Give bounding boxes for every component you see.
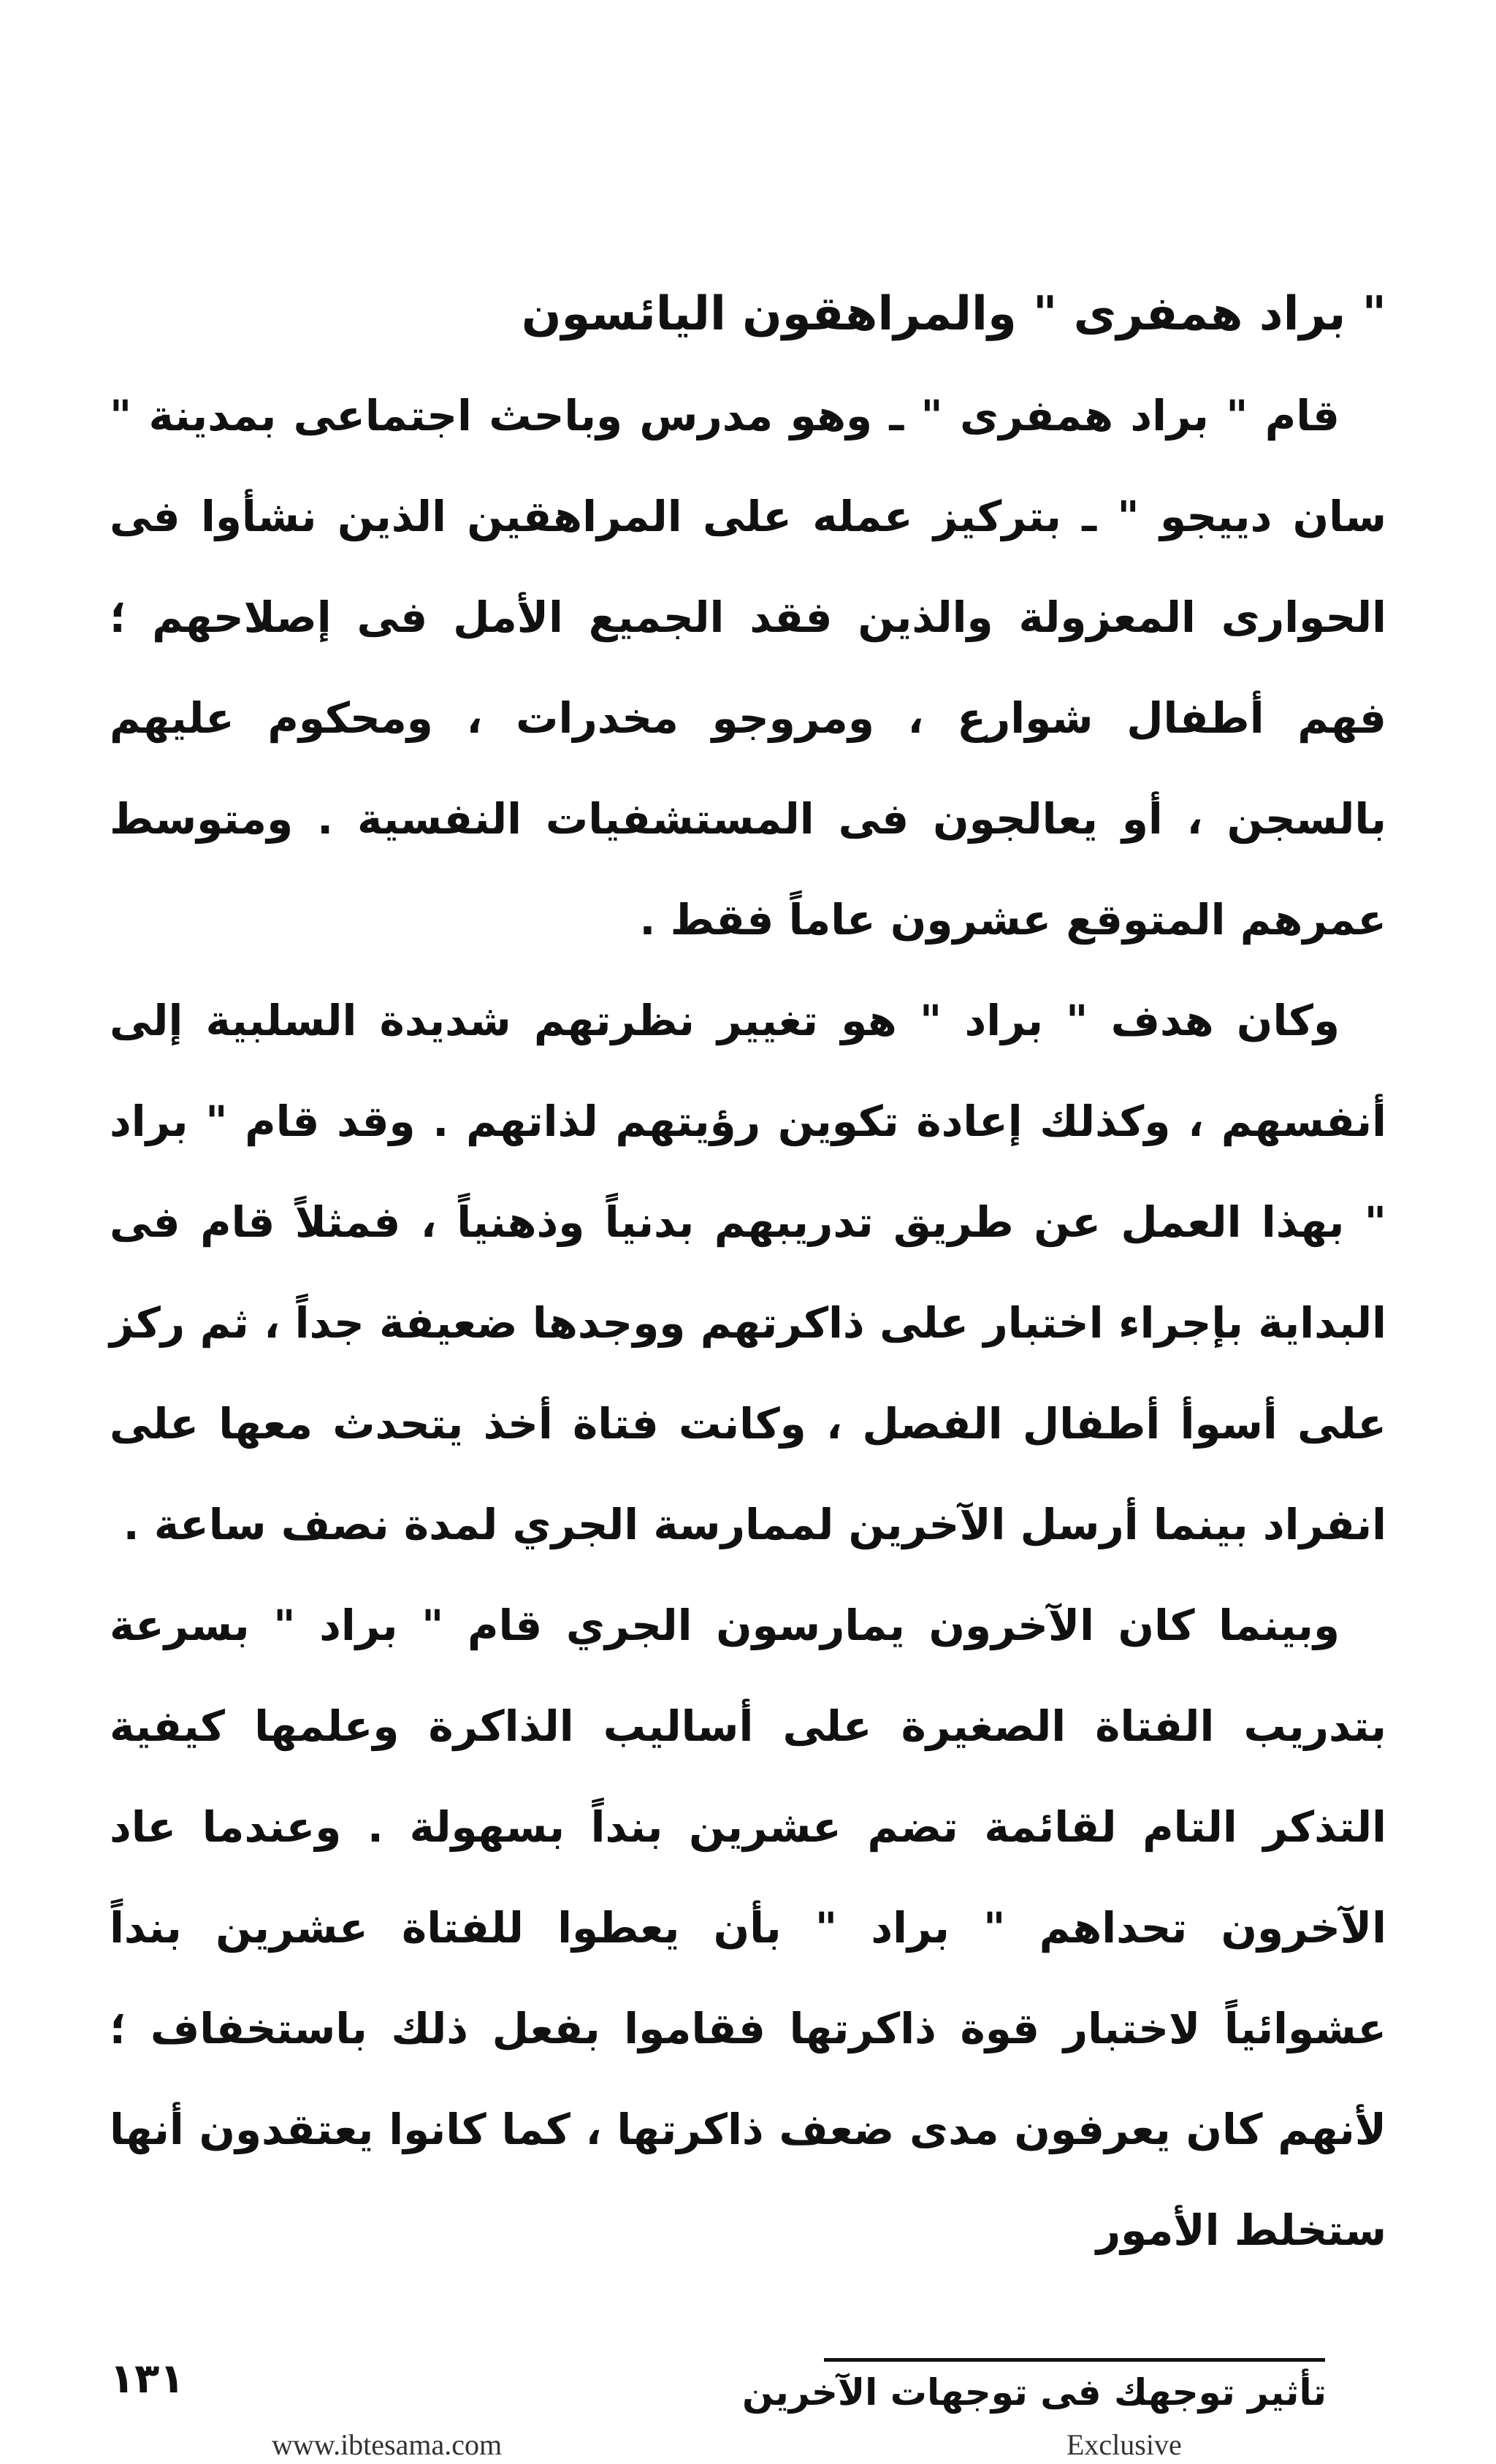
body-text <box>110 263 1386 2281</box>
paragraph-1: قام " براد همفرى " ـ وهو مدرس وباحث اجتماعى بمدينة " سان دييجو " ـ بتركيز عمله على المراهقين الذين نشأوا فى الحوارى المعزولة والذين فقد الجميع الأمل فى إصلاحهم ؛ فهم أطفال شوارع ، ومروجو مخدرات ، ومحكوم عليهم بالسجن ، أو يعالجون فى المستشفيات النفسية . ومتوسط عمرهم المتوقع عشرون عاماً فقط . <box>110 391 1386 945</box>
paragraph-2: وكان هدف " براد " هو تغيير نظرتهم شديدة السلبية إلى أنفسهم ، وكذلك إعادة تكوين رؤيتهم لذاتهم . وقد قام " براد " بهذا العمل عن طريق تدريبهم بدنياً وذهنياً ، فمثلاً قام فى البداية بإجراء اختبار على ذاكرتهم ووجدها ضعيفة جداً ، ثم ركز على أسوأ أطفال الفصل ، وكانت فتاة أخذ يتحدث معها على انفراد بينما أرسل الآخرين لممارسة الجري لمدة نصف ساعة . <box>110 996 1386 1549</box>
running-footer-title: تأثير توجهك فى توجهات الآخرين <box>742 2371 1327 2414</box>
section-heading: " براد همفرى " والمراهقون اليائسون <box>521 287 1386 341</box>
footer-divider <box>824 2358 1325 2362</box>
paragraph-3: وبينما كان الآخرون يمارسون الجري قام " براد " بسرعة بتدريب الفتاة الصغيرة على أساليب الذاكرة وعلمها كيفية التذكر التام لقائمة تضم عشرين بنداً بسهولة . وعندما عاد الآخرون تحداهم " براد " بأن يعطوا للفتاة عشرين بنداً عشوائياً لاختبار قوة ذاكرتها فقاموا بفعل ذلك باستخفاف ؛ لأنهم كان يعرفون مدى ضعف ذاكرتها ، كما كانوا يعتقدون أنها ستخلط الأمور <box>110 1601 1386 2255</box>
watermark-url: www.ibtesama.com <box>272 2428 503 2461</box>
page-number: ١٣١ <box>110 2355 185 2403</box>
watermark-label: Exclusive <box>1066 2428 1182 2461</box>
